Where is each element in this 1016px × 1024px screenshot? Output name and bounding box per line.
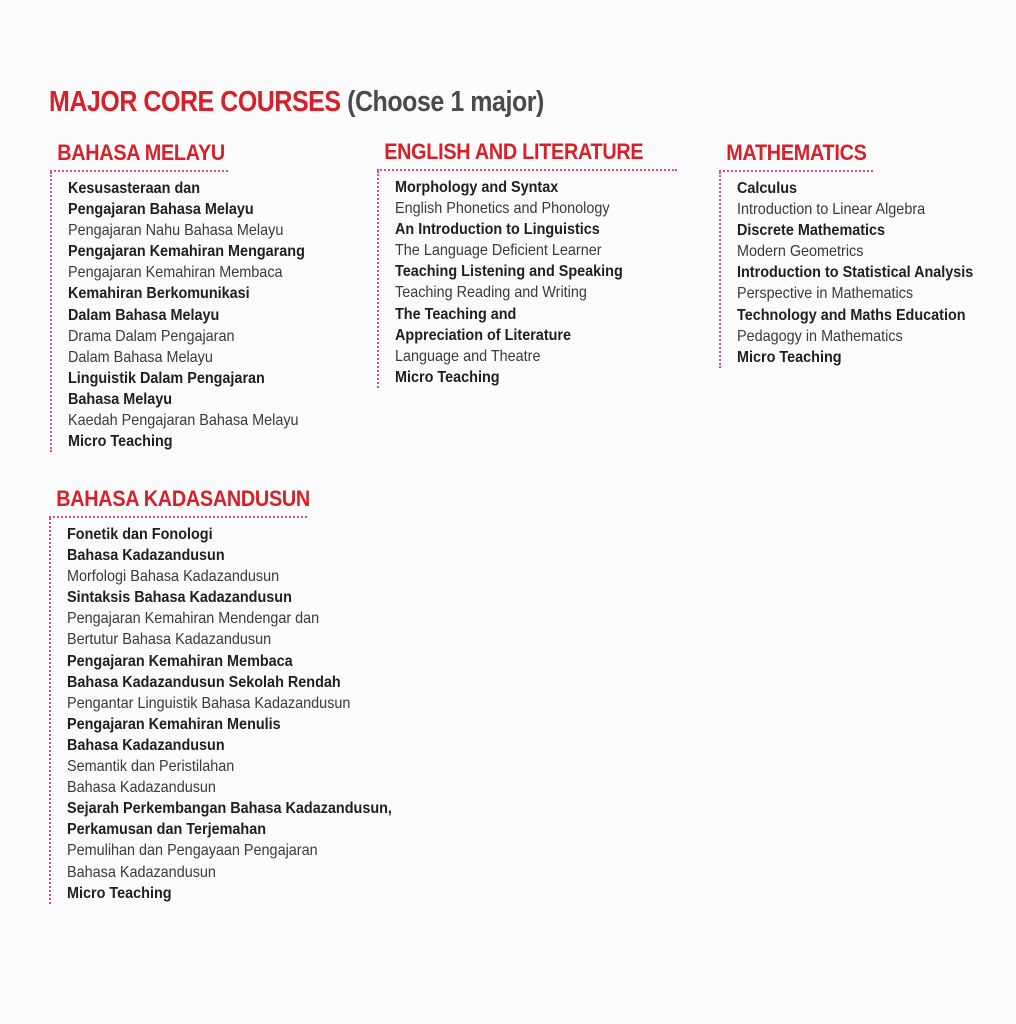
course-item: Pengajaran Kemahiran Menulis [67, 715, 281, 733]
course-list [377, 171, 677, 388]
course-item: Micro Teaching [737, 348, 842, 366]
course-item: Bahasa Kadazandusun [67, 547, 225, 565]
course-item: Micro Teaching [68, 433, 173, 451]
course-item: Semantik dan Peristilahan [67, 758, 235, 776]
course-item: Linguistik Dalam Pengajaran [68, 369, 265, 387]
course-list [50, 172, 331, 452]
course-list [49, 518, 428, 904]
course-item: Appreciation of Literature [395, 326, 572, 344]
course-item: Sintaksis Bahasa Kadazandusun [67, 589, 292, 607]
section-heading: ENGLISH AND LITERATURE [384, 139, 644, 164]
course-item: Introduction to Linear Algebra [737, 201, 926, 219]
course-item: Dalam Bahasa Melayu [68, 306, 220, 324]
course-item: Introduction to Statistical Analysis [737, 264, 974, 282]
course-item: Drama Dalam Pengajaran [68, 327, 235, 345]
course-item: The Language Deficient Learner [395, 242, 602, 260]
section-bahasa-kadasandusun [49, 486, 428, 904]
course-item: Dalam Bahasa Melayu [68, 348, 213, 366]
course-item: Pengajaran Kemahiran Mendengar dan [67, 610, 320, 628]
course-item: Language and Theatre [395, 347, 541, 365]
course-item: Pengantar Linguistik Bahasa Kadazandusun [67, 694, 351, 712]
course-item: Bahasa Kadazandusun Sekolah Rendah [67, 673, 341, 691]
course-item: An Introduction to Linguistics [395, 221, 600, 239]
course-item: Bahasa Kadazandusun [67, 863, 216, 881]
course-item: Teaching Listening and Speaking [395, 263, 623, 281]
course-item: Bahasa Kadazandusun [67, 736, 225, 754]
course-item: Kaedah Pengajaran Bahasa Melayu [68, 412, 299, 430]
course-item: Micro Teaching [395, 368, 500, 386]
course-item: Bahasa Kadazandusun [67, 779, 216, 797]
course-item: Morphology and Syntax [395, 179, 559, 196]
course-item: Morfologi Bahasa Kadazandusun [67, 568, 280, 586]
course-item: Pengajaran Bahasa Melayu [68, 201, 254, 219]
course-item: Kemahiran Berkomunikasi [68, 285, 250, 303]
course-item: The Teaching and [395, 305, 517, 323]
course-item: Sejarah Perkembangan Bahasa Kadazandusun, [67, 800, 392, 818]
course-item: Perspective in Mathematics [737, 285, 914, 303]
course-item: Pengajaran Nahu Bahasa Melayu [68, 222, 284, 240]
course-item: Pemulihan dan Pengayaan Pengajaran [67, 842, 318, 860]
section-heading: BAHASA KADASANDUSUN [56, 486, 310, 511]
course-item: English Phonetics and Phonology [395, 200, 610, 218]
course-list [719, 172, 1000, 368]
section-english-literature [377, 139, 677, 388]
section-mathematics [719, 140, 1000, 368]
page-title [49, 86, 544, 119]
course-item: Pengajaran Kemahiran Membaca [67, 652, 293, 670]
section-bahasa-melayu [50, 140, 331, 452]
course-item: Technology and Maths Education [737, 306, 966, 324]
course-item: Modern Geometrics [737, 243, 864, 261]
course-item: Fonetik dan Fonologi [67, 526, 213, 543]
section-heading: BAHASA MELAYU [57, 140, 225, 165]
title-sub: (Choose 1 major) [347, 86, 544, 118]
course-item: Bahasa Melayu [68, 390, 173, 408]
course-item: Perkamusan dan Terjemahan [67, 821, 267, 839]
title-main: MAJOR CORE COURSES [49, 86, 341, 118]
course-item: Pengajaran Kemahiran Membaca [68, 264, 283, 282]
course-item: Kesusasteraan dan [68, 180, 201, 197]
course-item: Discrete Mathematics [737, 222, 886, 240]
course-item: Calculus [737, 180, 798, 197]
course-item: Micro Teaching [67, 884, 172, 902]
course-item: Bertutur Bahasa Kadazandusun [67, 631, 272, 649]
section-heading: MATHEMATICS [726, 140, 867, 165]
course-item: Pengajaran Kemahiran Mengarang [68, 243, 305, 261]
course-item: Pedagogy in Mathematics [737, 327, 903, 345]
course-item: Teaching Reading and Writing [395, 284, 587, 302]
